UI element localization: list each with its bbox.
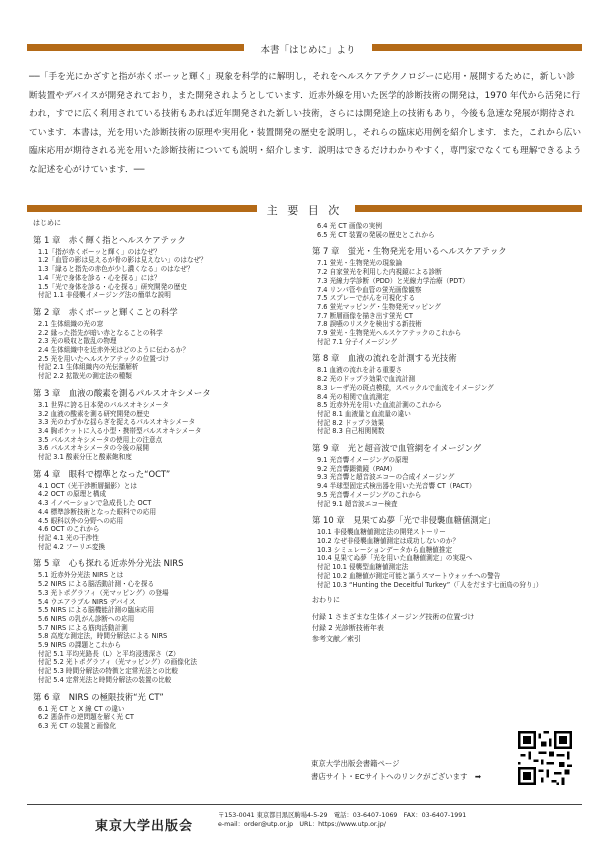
footer-divider <box>27 804 582 805</box>
toc-entry: 1.5「光で身体を診る・心を探る」研究開発の歴史 <box>38 282 187 291</box>
toc-entry: 9.2 光音響顕微鏡（PAM） <box>317 464 397 473</box>
toc-entry: 5.7 NIRS による筋肉活動計測 <box>38 623 128 632</box>
toc-entry: 7.2 自家蛍光を利用した内視鏡による診断 <box>317 268 442 277</box>
toc-entry: 付記 5.4 定常光法と時間分解法の装置の比較 <box>38 675 172 684</box>
toc-entry: 参考文献／索引 <box>312 635 361 644</box>
toc-entry: はじめに <box>33 219 61 227</box>
store-link-label[interactable]: 書店サイト・ECサイトへのリンクがございます ➡ <box>311 772 482 781</box>
book-page-note <box>311 757 481 783</box>
chapter-heading: 第 2 章 赤くボーッと輝くことの科学 <box>33 306 178 317</box>
toc-entry: 8.2 光のドップラ効果で血流計測 <box>317 375 416 384</box>
toc-entry: 付記 9.1 超音波エコー検査 <box>317 499 398 508</box>
toc-entry: 4.4 標準診断技術となった眼科での応用 <box>38 507 157 516</box>
toc-entry: 1.1「指が赤くボーッと輝く」のはなぜ？ <box>38 247 161 256</box>
chapter-heading: 第 1 章 赤く輝く指とヘルスケアテック <box>33 234 186 245</box>
toc-entry: 8.5 近赤外光を用いた血流計測のこれから <box>317 401 442 410</box>
chapter-heading: 第 5 章 心も探れる近赤外分光法 NIRS <box>33 558 184 569</box>
toc-entry: 4.3 イノベーションで急成長した OCT <box>38 499 152 508</box>
toc-entry: 8.3 レーザ光の斑点模様，スペックルで血流をイメージング <box>317 383 494 392</box>
toc-entry: 1.3「縁ると指先の赤色が少し濃くなる」のはなぜ？ <box>38 265 194 274</box>
chapter-heading: 第 9 章 光と超音波で血管網をイメージング <box>312 443 482 454</box>
publisher-name: 東京大学出版会 <box>95 819 194 834</box>
chapter-heading: 第 10 章 見果てぬ夢「光で非侵襲血糖値測定」 <box>312 515 496 526</box>
toc-entry: 4.2 OCT の原理と構成 <box>38 490 107 499</box>
toc-entry: 付記 4.1 光の干渉性 <box>38 533 99 542</box>
toc-left-column <box>33 219 303 731</box>
toc-entry: 付記 7.1 分子イメージング <box>317 337 398 346</box>
toc-entry: 6.3 光 CT の装置と画像化 <box>38 721 117 730</box>
toc-entry: 5.8 高度な測定法，時間分解法による NIRS <box>38 632 168 641</box>
contact-line[interactable]: e-mail：order@utp.or.jp URL：https://www.utp.or.jp/ <box>218 821 386 828</box>
toc-entry: 2.4 生体組織中を近赤外光はどのように伝わるか？ <box>38 346 190 355</box>
toc-entry: 9.1 光音響イメージングの原理 <box>317 456 409 465</box>
toc-entry: 3.1 世界に誇る日本発のパルスオキシメータ <box>38 400 169 409</box>
toc-entry: 付記 2.2 拡散光の測定法の種類 <box>38 372 132 381</box>
toc-entry: 7.7 断層画像を描き出す蛍光 CT <box>317 311 413 320</box>
toc-entry: 5.3 光トポグラフィ（光マッピング）の登場 <box>38 588 169 597</box>
toc-entry: 8.4 光の相関で血流測定 <box>317 392 389 401</box>
toc-entry: 5.6 NIRS の乳がん診断への応用 <box>38 614 135 623</box>
toc-entry: 付記 5.1 平均光路長（L）と平均浸透深さ（Z） <box>38 649 180 658</box>
toc-entry: 3.6 パルスオキシメータの今後の展開 <box>38 444 150 453</box>
qr-code-icon[interactable] <box>518 731 572 785</box>
toc-entry: 6.4 光 CT 画像の実例 <box>317 222 382 230</box>
toc-entry: 2.2 縁った指先が暗い赤となることの科学 <box>38 328 163 337</box>
toc-entry: 3.2 血液の酸素を測る研究開発の歴史 <box>38 409 150 418</box>
toc-entry: 付記 2.1 生体組織内の光伝播解析 <box>38 363 139 372</box>
toc-entry: 付録 1 さまざまな生体イメージング技術の位置づけ <box>312 613 475 622</box>
toc-entry: 7.5 スプレーでがんを可視化する <box>317 294 416 303</box>
toc-entry: 6.2 悪条件の逆問題を解く光 CT <box>38 713 134 722</box>
toc-entry: 1.4「光で身体を診る・心を探る」には？ <box>38 273 161 282</box>
toc-entry: 3.4 胸ポケットに入る小型・携帯型パルスオキシメータ <box>38 426 202 435</box>
toc-entry: おわりに <box>312 596 340 605</box>
toc-entry: 10.2 なぜ非侵襲血糖値測定は成功しないのか？ <box>317 536 460 545</box>
toc-entry: 付記 3.1 酸素分圧と酸素飽和度 <box>38 453 132 462</box>
toc-entry: 6.5 光 CT 装置の発展の歴史とこれから <box>317 230 435 239</box>
toc-entry: 付記 10.2 血糖値が測定可能と謳うスマートウォッチへの警告 <box>317 571 501 580</box>
header-title: 本書「はじめに」より <box>260 45 356 56</box>
toc-entry: 付録 2 光診断技術年表 <box>312 624 384 633</box>
chapter-heading: 第 6 章 NIRS の極限技術“光 CT” <box>33 691 164 702</box>
toc-entry: 10.1 非侵襲血糖値測定法の開発ストーリー <box>317 528 446 537</box>
toc-entry: 付記 10.3 “Hunting the Deceitful Turkey”（「人をだます七面鳥の狩り」） <box>317 580 543 589</box>
toc-entry: 付記 8.1 血液量と血流量の違い <box>317 409 411 418</box>
toc-right-column <box>312 222 592 645</box>
toc-entry: 4.5 眼科以外の分野への応用 <box>38 516 124 525</box>
chapter-heading: 第 4 章 眼科で標準となった“OCT” <box>33 468 171 479</box>
intro-paragraph: ──「手を光にかざすと指が赤くボーッと輝く」現象を科学的に解明し，それをヘルスケアテクノロジーに応用・展開するために，新しい診断装置やデバイスが開発されており，また開発されようとしています．近赤外線を用いた医学的診断技術の開発は，1970 年代から活発に行われ，すでに広く利用されている技術もあれば近年開発された新しい技術，さらには開発途上の技術もあり，今後も急速な発展が期待されています．本書は，光を用いた診断技術の原理や実用化・装置開発の歴史を説明し，それらの臨床応用例を紹介します．また，これから広い臨床応用が期待される光を用いた診断技術についても説明・紹介します．説明はできるだけわかりやすく，専門家でなくても理解できるような記述を心がけています．── <box>29 72 582 175</box>
toc-entry: 5.2 NIRS による脳活動計測・心を探る <box>38 580 155 589</box>
toc-entry: 付記 5.2 光トポグラフィ（光マッピング）の画像化法 <box>38 658 198 667</box>
toc-entry: 7.3 光線力学診断（PDD）と光線力学治療（PDT） <box>317 276 469 285</box>
address-line: 〒153-0041 東京都目黒区駒場4-5-29 電話：03-6407-1069 FAX：03-6407-1991 <box>218 812 467 819</box>
toc-entry: 7.9 蛍光・生物発光ヘルスケアテックのこれから <box>317 329 462 338</box>
toc-entry: 5.5 NIRS による脳機能計測の臨床応用 <box>38 606 155 615</box>
toc-entry: 9.5 光音響イメージングのこれから <box>317 490 422 499</box>
toc-entry: 付記 10.1 侵襲型血糖値測定法 <box>317 563 409 572</box>
toc-entry: 9.4 半球型固定式検出器を用いた光音響 CT（PACT） <box>317 482 476 491</box>
toc-entry: 7.1 蛍光・生物発光の現象論 <box>317 259 403 268</box>
toc-entry: 10.3 シミュレーションデータから血糖値推定 <box>317 545 453 554</box>
toc-entry: 5.4 ウエアラブル NIRS デバイス <box>38 597 136 606</box>
publisher-address <box>218 811 466 829</box>
toc-entry: 7.6 蛍光マッピング・生物発光マッピング <box>317 302 441 311</box>
toc-entry: 3.3 光のわずかな揺らぎを捉えるパルスオキシメータ <box>38 418 196 427</box>
toc-entry: 2.5 光を用いたヘルスケアテックの位置づけ <box>38 354 170 363</box>
toc-entry: 7.4 リンパ管や血管の蛍光画像観察 <box>317 285 422 294</box>
toc-entry: 4.6 OCT のこれから <box>38 525 100 534</box>
chapter-heading: 第 7 章 蛍光・生物発光を用いるヘルスケアテック <box>312 246 507 257</box>
toc-entry: 付記 8.2 ドップラ効果 <box>317 418 385 427</box>
toc-entry: 5.9 NIRS の課題とこれから <box>38 641 122 650</box>
header-bar-right <box>372 44 582 51</box>
chapter-heading: 第 8 章 血液の流れを計測する光技術 <box>312 353 457 364</box>
toc-entry: 2.3 光の吸収と散乱の物理 <box>38 337 117 346</box>
toc-entry: 付記 4.2 フーリエ変換 <box>38 542 106 551</box>
toc-entry: 6.1 光 CT と X 線 CT の違い <box>38 704 125 713</box>
toc-entry: 7.8 誤嚥のリスクを検出する新技術 <box>317 320 422 329</box>
toc-entry: 2.1 生体組織の光の窓 <box>38 319 104 328</box>
toc-entry: 10.4 見果てぬ夢「光を用いた血糖値測定」の実現へ <box>317 554 473 563</box>
toc-entry: 4.1 OCT（光干渉断層撮影）とは <box>38 481 137 490</box>
chapter-heading: 第 3 章 血液の酸素を測るパルスオキシメータ <box>33 387 211 398</box>
toc-entry: 1.2「血管の影は見えるが骨の影は見えない」のはなぜ？ <box>38 256 207 265</box>
toc-entry: 付記 5.3 時間分解法の特徴と定常光法との比較 <box>38 667 178 676</box>
toc-entry: 8.1 血液の流れを計る重要さ <box>317 366 403 375</box>
toc-bar-right <box>355 205 582 212</box>
book-page-label: 東京大学出版会書籍ページ <box>311 759 400 768</box>
toc-entry: 5.1 近赤外分光法 NIRS とは <box>38 571 124 580</box>
toc-title: 主 要 目 次 <box>266 204 343 217</box>
toc-entry: 付記 8.3 自己相関関数 <box>317 427 385 436</box>
header-bar-left <box>27 44 244 51</box>
toc-entry: 3.5 パルスオキシメータの使用上の注意点 <box>38 435 163 444</box>
toc-entry: 9.3 光音響と超音波エコーの合成イメージング <box>317 473 455 482</box>
toc-entry: 付記 1.1 非侵襲イメージング法の簡単な説明 <box>38 291 171 300</box>
